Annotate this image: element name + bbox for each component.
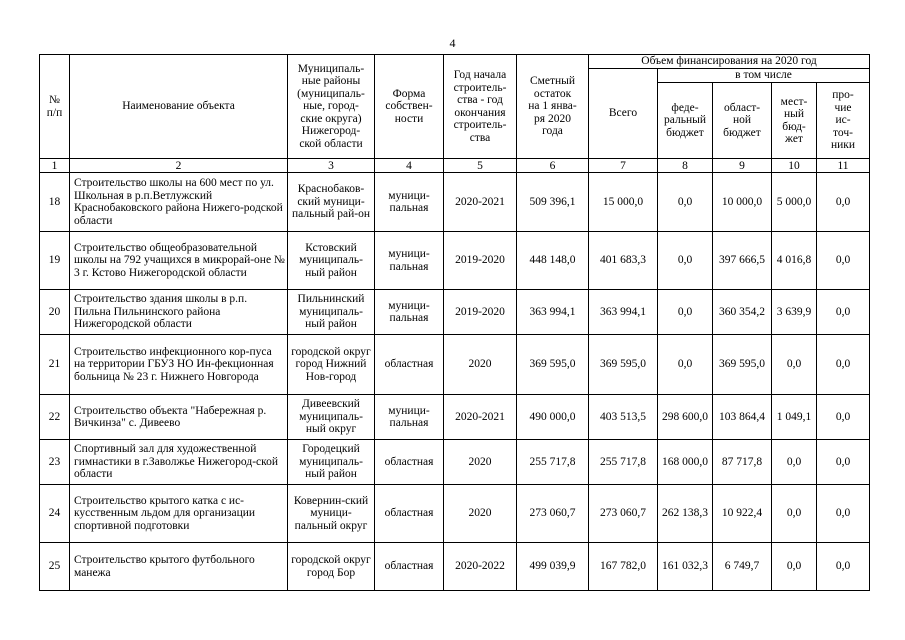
cell-num: 19 <box>40 232 70 290</box>
cell-years: 2020-2022 <box>444 543 517 591</box>
header-regional: област- ной бюджет <box>713 83 772 159</box>
column-number: 1 <box>40 159 70 173</box>
cell-federal: 0,0 <box>658 173 713 232</box>
header-district: Муниципаль- ные районы (муниципаль- ные, город- ские округа) Нижегород- ской области <box>288 55 375 159</box>
cell-ownership: муници-пальная <box>375 395 444 440</box>
header-ownership: Форма собствен- ности <box>375 55 444 159</box>
cell-local: 0,0 <box>772 543 817 591</box>
cell-other: 0,0 <box>817 232 870 290</box>
header-estimate: Сметный остаток на 1 янва- ря 2020 года <box>517 55 589 159</box>
column-number: 10 <box>772 159 817 173</box>
cell-local: 4 016,8 <box>772 232 817 290</box>
table-row <box>40 485 870 543</box>
table-row <box>40 395 870 440</box>
cell-num: 23 <box>40 440 70 485</box>
cell-other: 0,0 <box>817 485 870 543</box>
table-row <box>40 173 870 232</box>
table-row <box>40 290 870 335</box>
cell-num: 22 <box>40 395 70 440</box>
cell-ownership: муници-пальная <box>375 232 444 290</box>
cell-federal: 161 032,3 <box>658 543 713 591</box>
cell-federal: 298 600,0 <box>658 395 713 440</box>
table-row <box>40 335 870 395</box>
funding-table <box>39 54 870 591</box>
cell-district: городской округ город Нижний Нов-город <box>288 335 375 395</box>
cell-federal: 0,0 <box>658 232 713 290</box>
cell-num: 21 <box>40 335 70 395</box>
cell-estimate: 255 717,8 <box>517 440 589 485</box>
cell-ownership: областная <box>375 440 444 485</box>
cell-regional: 10 000,0 <box>713 173 772 232</box>
header-including: в том числе <box>658 69 870 83</box>
cell-ownership: муници-пальная <box>375 290 444 335</box>
cell-regional: 397 666,5 <box>713 232 772 290</box>
cell-district: Ковернин-ский муници-пальный округ <box>288 485 375 543</box>
cell-other: 0,0 <box>817 543 870 591</box>
cell-regional: 369 595,0 <box>713 335 772 395</box>
cell-other: 0,0 <box>817 395 870 440</box>
cell-estimate: 509 396,1 <box>517 173 589 232</box>
cell-district: Пильнинский муниципаль-ный район <box>288 290 375 335</box>
cell-total: 255 717,8 <box>589 440 658 485</box>
cell-total: 403 513,5 <box>589 395 658 440</box>
cell-years: 2020-2021 <box>444 173 517 232</box>
cell-local: 1 049,1 <box>772 395 817 440</box>
cell-name: Строительство здания школы в р.п. Пильна Пильнинского района Нижегородской области <box>70 290 288 335</box>
cell-other: 0,0 <box>817 173 870 232</box>
header-num: № п/п <box>40 55 70 159</box>
cell-local: 0,0 <box>772 440 817 485</box>
cell-total: 15 000,0 <box>589 173 658 232</box>
cell-years: 2020 <box>444 335 517 395</box>
cell-district: городской округ город Бор <box>288 543 375 591</box>
cell-num: 24 <box>40 485 70 543</box>
cell-estimate: 273 060,7 <box>517 485 589 543</box>
cell-ownership: областная <box>375 335 444 395</box>
cell-name: Спортивный зал для художественной гимнастики в г.Заволжье Нижегород-ской области <box>70 440 288 485</box>
cell-name: Строительство крытого футбольного манежа <box>70 543 288 591</box>
cell-years: 2019-2020 <box>444 290 517 335</box>
cell-total: 273 060,7 <box>589 485 658 543</box>
cell-district: Дивеевский муниципаль-ный округ <box>288 395 375 440</box>
header-funding: Объем финансирования на 2020 год <box>589 55 870 69</box>
table-row <box>40 543 870 591</box>
cell-name: Строительство крытого катка с ис-кусственным льдом для организации спортивной подготовки <box>70 485 288 543</box>
cell-total: 363 994,1 <box>589 290 658 335</box>
cell-num: 20 <box>40 290 70 335</box>
cell-regional: 10 922,4 <box>713 485 772 543</box>
cell-name: Строительство общеобразовательной школы на 792 учащихся в микрорай-оне № 3 г. Кстово Нижегородской области <box>70 232 288 290</box>
header-name: Наименование объекта <box>70 55 288 159</box>
cell-years: 2020 <box>444 485 517 543</box>
cell-years: 2020 <box>444 440 517 485</box>
header-years: Год начала строитель- ства - год окончания строитель- ства <box>444 55 517 159</box>
cell-other: 0,0 <box>817 440 870 485</box>
column-number: 5 <box>444 159 517 173</box>
header-other: про- чие ис- точ- ники <box>817 83 870 159</box>
cell-local: 0,0 <box>772 485 817 543</box>
cell-name: Строительство школы на 600 мест по ул. Школьная в р.п.Ветлужский Краснобаковского района Нижего-родской области <box>70 173 288 232</box>
cell-years: 2020-2021 <box>444 395 517 440</box>
cell-num: 18 <box>40 173 70 232</box>
column-number: 6 <box>517 159 589 173</box>
page-number: 4 <box>449 36 456 50</box>
cell-federal: 0,0 <box>658 335 713 395</box>
cell-district: Кстовский муниципаль-ный район <box>288 232 375 290</box>
cell-federal: 168 000,0 <box>658 440 713 485</box>
column-number: 9 <box>713 159 772 173</box>
cell-other: 0,0 <box>817 335 870 395</box>
cell-other: 0,0 <box>817 290 870 335</box>
cell-estimate: 369 595,0 <box>517 335 589 395</box>
column-number: 11 <box>817 159 870 173</box>
cell-estimate: 363 994,1 <box>517 290 589 335</box>
cell-federal: 262 138,3 <box>658 485 713 543</box>
table-body <box>40 173 870 591</box>
cell-total: 167 782,0 <box>589 543 658 591</box>
column-number: 8 <box>658 159 713 173</box>
cell-name: Строительство инфекционного кор-пуса на территории ГБУЗ НО Ин-фекционная больница № 23 г. Нижнего Новгорода <box>70 335 288 395</box>
column-number: 7 <box>589 159 658 173</box>
cell-years: 2019-2020 <box>444 232 517 290</box>
cell-num: 25 <box>40 543 70 591</box>
cell-estimate: 490 000,0 <box>517 395 589 440</box>
cell-ownership: областная <box>375 485 444 543</box>
column-number: 2 <box>70 159 288 173</box>
table-row <box>40 440 870 485</box>
cell-name: Строительство объекта "Набережная р. Вичкинза" с. Дивеево <box>70 395 288 440</box>
cell-federal: 0,0 <box>658 290 713 335</box>
cell-estimate: 499 039,9 <box>517 543 589 591</box>
column-number: 4 <box>375 159 444 173</box>
column-number-row <box>40 159 870 173</box>
cell-ownership: областная <box>375 543 444 591</box>
header-total: Всего <box>589 69 658 159</box>
cell-regional: 103 864,4 <box>713 395 772 440</box>
header-local: мест- ный бюд- жет <box>772 83 817 159</box>
cell-ownership: муници-пальная <box>375 173 444 232</box>
cell-regional: 6 749,7 <box>713 543 772 591</box>
cell-regional: 360 354,2 <box>713 290 772 335</box>
cell-total: 401 683,3 <box>589 232 658 290</box>
cell-local: 5 000,0 <box>772 173 817 232</box>
header-federal: феде- ральный бюджет <box>658 83 713 159</box>
table-row <box>40 232 870 290</box>
cell-estimate: 448 148,0 <box>517 232 589 290</box>
cell-district: Краснобаков-ский муници-пальный рай-он <box>288 173 375 232</box>
column-number: 3 <box>288 159 375 173</box>
cell-local: 3 639,9 <box>772 290 817 335</box>
cell-total: 369 595,0 <box>589 335 658 395</box>
cell-local: 0,0 <box>772 335 817 395</box>
cell-regional: 87 717,8 <box>713 440 772 485</box>
cell-district: Городецкий муниципаль-ный район <box>288 440 375 485</box>
